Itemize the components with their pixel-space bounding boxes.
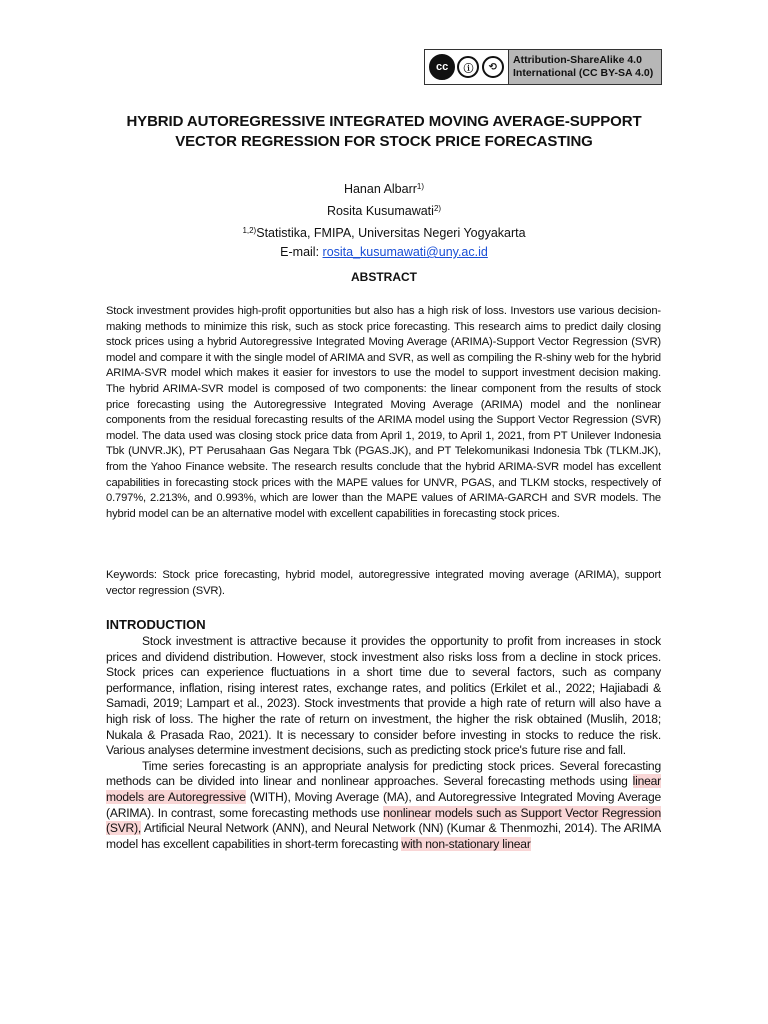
author-block xyxy=(100,177,668,262)
sa-icon: ⟲ xyxy=(482,56,504,78)
author-2 xyxy=(100,199,668,221)
introduction-body xyxy=(106,634,661,852)
email-line xyxy=(100,243,668,262)
abstract-text: Stock investment provides high-profit opportunities but also has a high risk of loss. Investors use various decision-making methods to minimize this risk, such as stock price forecasting. This research aims to predict daily closing stock prices using a hybrid Autoregressive Integrated Moving Average (ARIMA)-Support Vector Regression (SVR) model and compare it with the single model of ARIMA and SVR, as well as compiling the R-shiny web for the hybrid ARIMA-SVR model which makes it easier for investors to use the model to support investment decision making. The hybrid ARIMA-SVR model is composed of two components: the linear component from the results of stock price forecasting using the Autoregressive Integrated Moving Average (ARIMA) model and the nonlinear components from the residual forecasting results of the ARIMA model using the Support Vector Regression (SVR) model. The data used was closing stock price data from April 1, 2019, to April 1, 2021, from PT Unilever Indonesia Tbk (UNVR.JK), PT Perusahaan Gas Negara Tbk (PGAS.JK), and PT Telekomunikasi Indonesia Tbk (TLKM.JK), from the Yahoo Finance website. The research results conclude that the hybrid ARIMA-SVR model has excellent capabilities in forecasting stock prices with the MAPE values for UNVR, PGAS, and TLKM stocks, respectively of 0.797%, 2.213%, and 0.993%, which are lower than the MAPE values of ARIMA-GARCH and SVR models. The hybrid model can be an alternative model with excellent capabilities in forecasting stock prices. xyxy=(106,305,661,520)
author-1-sup: 1) xyxy=(416,182,425,191)
intro-p2-part-a: Time series forecasting is an appropriate analysis for predicting stock prices. Several forecasting methods can be divided into linear and nonlinear approaches. Several forecasting methods using xyxy=(106,758,661,789)
intro-paragraph-1: Stock investment is attractive because it provides the opportunity to profit from increases in stock prices and dividend distribution. However, stock investment also risks loss from a decline in stock prices. Stock prices can experience fluctuations in a short time due to several factors, such as company performance, inflation, rising interest rates, exchange rates, and politics (Erkilet et al., 2022; Hajiabadi & Samadi, 2019; Lampart et al., 2023). Stock investments that provide a high rate of return will also have a high risk of loss. The higher the rate of return on investment, the higher the risk obtained (Muslih, 2018; Nukala & Prasada Rao, 2021). It is necessary to consider before investing in stocks to reduce the risk. Various analyses determine investment decisions, such as predicting stock price's future rise and fall. xyxy=(106,634,661,758)
cc-icon: cc xyxy=(429,54,455,80)
highlight-non-stationary: with non-stationary linear xyxy=(401,836,531,851)
affiliation xyxy=(100,221,668,243)
author-2-name: Rosita Kusumawati xyxy=(326,204,434,218)
paper-title xyxy=(80,112,688,152)
cc-logo xyxy=(425,50,509,84)
highlight-nonlinear-models: nonlinear models such as Support Vector Regression (SVR), xyxy=(106,805,661,836)
abstract-heading: ABSTRACT xyxy=(351,270,417,284)
affiliation-text: Statistika, FMIPA, Universitas Negeri Yogyakarta xyxy=(256,226,526,240)
title-line-2: VECTOR REGRESSION FOR STOCK PRICE FORECASTING xyxy=(175,133,593,150)
author-2-sup: 2) xyxy=(433,204,442,213)
license-line-1: Attribution-ShareAlike 4.0 xyxy=(513,54,642,66)
intro-p2-part-c: Artificial Neural Network (ANN), and Neural Network (NN) (Kumar & Thenmozhi, 2014). The ARIMA model has excellent capabilities in short-term forecasting xyxy=(106,821,661,851)
intro-paragraph-2 xyxy=(106,759,661,853)
introduction-heading: INTRODUCTION xyxy=(106,617,206,632)
email-link[interactable]: rosita_kusumawati@uny.ac.id xyxy=(322,245,488,259)
by-icon: ⓘ xyxy=(457,56,479,78)
keywords: Keywords: Stock price forecasting, hybrid model, autoregressive integrated moving average (ARIMA), support vector regression (SVR). xyxy=(106,569,661,597)
affiliation-sup: 1,2) xyxy=(242,226,257,235)
author-1-name: Hanan Albarr xyxy=(343,182,417,196)
license-badge xyxy=(424,49,662,85)
license-text xyxy=(509,50,661,84)
author-1 xyxy=(100,177,668,199)
email-label: E-mail: xyxy=(280,245,323,259)
title-line-1: HYBRID AUTOREGRESSIVE INTEGRATED MOVING AVERAGE-SUPPORT xyxy=(126,113,642,130)
license-line-2: International (CC BY-SA 4.0) xyxy=(513,67,654,79)
highlight-linear-models: linear models are Autoregressive xyxy=(106,774,661,804)
intro-p2-part-b: (WITH), Moving Average (MA), and Autoregressive Integrated Moving Average (ARIMA). In contrast, some forecasting methods use xyxy=(106,789,662,820)
